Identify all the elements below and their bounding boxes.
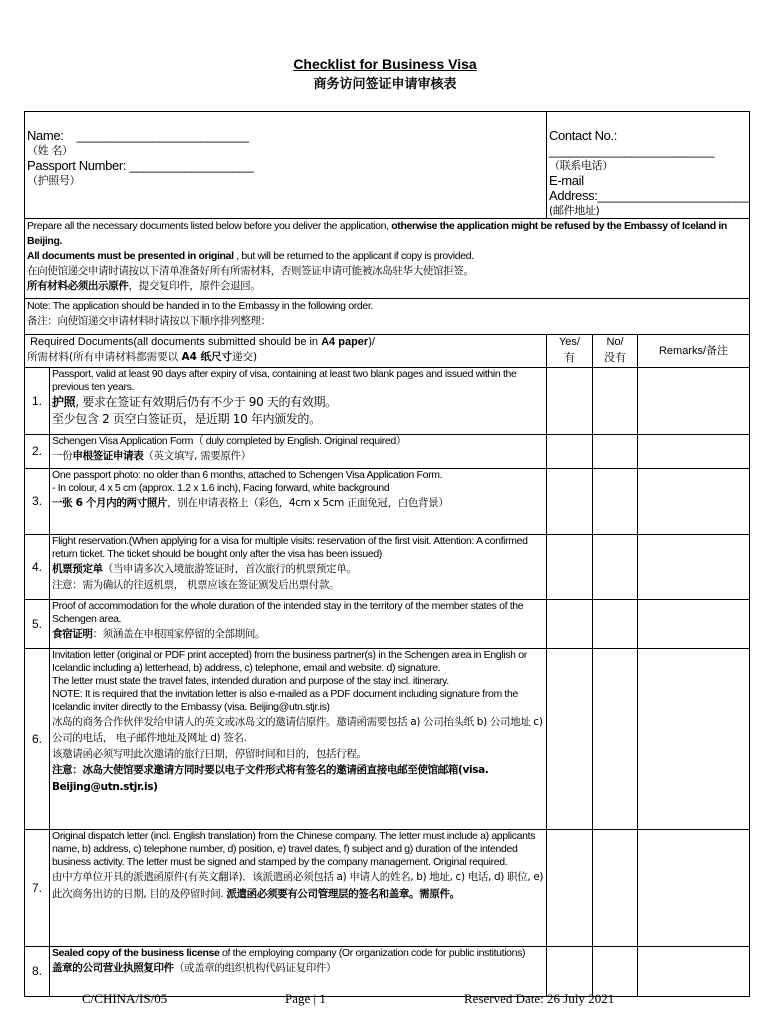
footer-doc-code: C/CHINA/IS/05: [82, 991, 168, 1006]
contact-field[interactable]: ________________________: [549, 143, 715, 158]
item-number: 8.: [25, 947, 50, 997]
note-row: [25, 299, 750, 335]
remarks-cell[interactable]: [638, 649, 750, 830]
item-number: 2.: [25, 435, 50, 469]
table-row: [25, 435, 750, 469]
no-checkbox-cell[interactable]: [593, 947, 638, 997]
item-description: Schengen Visa Application Form（ duly completed by English. Original required） 一份申根签证申请表（英文填写, 需要原件）: [50, 435, 547, 469]
remarks-cell[interactable]: [638, 435, 750, 469]
note-en: Note: The application should be handed in to the Embassy in the following order.: [27, 300, 373, 312]
intro-paragraph-1: Prepare all the necessary documents listed below before you deliver the application, otherwise the application might be refused by the Embassy of Iceland in Beijing.: [27, 220, 727, 247]
item-number: 1.: [25, 368, 50, 435]
no-checkbox-cell[interactable]: [593, 368, 638, 435]
no-checkbox-cell[interactable]: [593, 469, 638, 535]
applicant-right-cell: [547, 112, 750, 219]
item-description: Invitation letter (original or PDF print accepted) from the business partner(s) in the Schengen area in English or Icelandic including a) letterhead, b) address, c) telephone, email and website. d) signature. The letter must state the travel fates, intended duration and purpose of the stay incl. itinerary. NOTE: It is required that the invitation letter is also e-mailed as a PDF document including signature from the Icelandic inviter directly to the Embassy (visa. Beijing@utn.stjr.is) 冰岛的商务合作伙伴发给申请人的英文或冰岛文的邀请信原件。邀请函需要包括 a) 公司抬头纸 b) 公司地址 c) 公司的电话， 电子邮件地址及网址 d) 签名. 该邀请函必须写明此次邀请的旅行日期，停留时间和目的，包括行程。 注意：冰岛大使馆要求邀请方同时要以电子文件形式将有签名的邀请函直接电邮至使馆邮箱(visa. Beijing@utn.stjr.is): [50, 649, 547, 830]
footer-date: Reserved Date: 26 July 2021: [464, 991, 615, 1006]
title-en: Checklist for Business Visa: [293, 56, 477, 72]
checklist-table: [24, 111, 750, 997]
table-row: [25, 600, 750, 649]
item-number: 7.: [25, 830, 50, 947]
remarks-cell[interactable]: [638, 469, 750, 535]
table-header-row: [25, 335, 750, 368]
no-checkbox-cell[interactable]: [593, 600, 638, 649]
table-row: [25, 535, 750, 600]
intro-paragraph-3: 在向使馆递交申请时请按以下清单准备好所有所需材料，否则签证申请可能被冰岛驻华大使馆拒签。: [27, 265, 474, 277]
table-row: [25, 830, 750, 947]
yes-checkbox-cell[interactable]: [547, 649, 593, 830]
intro-cell: [25, 219, 750, 299]
note-cell: [25, 299, 750, 335]
remarks-cell[interactable]: [638, 947, 750, 997]
remarks-cell[interactable]: [638, 368, 750, 435]
name-field[interactable]: _________________________: [76, 128, 249, 143]
yes-checkbox-cell[interactable]: [547, 368, 593, 435]
item-number: 5.: [25, 600, 50, 649]
contact-label-cn: （联系电话）: [549, 159, 613, 172]
table-row: [25, 469, 750, 535]
no-checkbox-cell[interactable]: [593, 535, 638, 600]
remarks-cell[interactable]: [638, 535, 750, 600]
table-row: [25, 947, 750, 997]
intro-paragraph-2: All documents must be presented in original , but will be returned to the applicant if copy is provided.: [27, 250, 474, 262]
yes-checkbox-cell[interactable]: [547, 947, 593, 997]
note-cn: 备注：向使馆递交申请材料时请按以下顺序排列整理：: [27, 315, 271, 327]
item-number: 6.: [25, 649, 50, 830]
item-description: Original dispatch letter (incl. English translation) from the Chinese company. The letter must include a) applicants name, b) address, c) telephone number, d) position, e) travel dates, f) subject and g) duration of the intended business activity. The letter must be signed and stamped by the company management. Original required. 由中方单位开具的派遣函原件(有英文翻译)．该派遣函必须包括 a) 申请人的姓名, b) 地址, c) 电话, d) 职位, e) 此次商务出访的日期, 目的及停留时间. 派遣函必须要有公司管理层的签名和盖章。需原件。: [50, 830, 547, 947]
contact-label: Contact No.:: [549, 128, 618, 143]
title-cn: 商务访问签证申请审核表: [313, 76, 457, 91]
no-checkbox-cell[interactable]: [593, 435, 638, 469]
no-checkbox-cell[interactable]: [593, 830, 638, 947]
footer-page-number: Page | 1: [285, 991, 326, 1006]
remarks-cell[interactable]: [638, 830, 750, 947]
item-description: One passport photo: no older than 6 months, attached to Schengen Visa Application Form. - In colour, 4 x 5 cm (approx. 1.2 x 1.6 inch), Facing forward, white background 一张 6 个月内的两寸照片，别在申请表格上（彩色，4cm x 5cm 正面免冠，白色背景）: [50, 469, 547, 535]
name-label-cn: （姓 名）: [27, 144, 73, 157]
item-description: Proof of accommodation for the whole duration of the intended stay in the territory of the member states of the Schengen area. 食宿证明：须涵盖在申根国家停留的全部期间。: [50, 600, 547, 649]
table-row: [25, 368, 750, 435]
no-header: No/ 没有: [593, 335, 638, 368]
applicant-info-row: [25, 112, 750, 219]
passport-label: Passport Number:: [27, 158, 127, 173]
item-number: 3.: [25, 469, 50, 535]
item-description: Sealed copy of the business license of the employing company (Or organization code for public institutions) 盖章的公司营业执照复印件（或盖章的组织机构代码证复印件）: [50, 947, 547, 997]
yes-checkbox-cell[interactable]: [547, 535, 593, 600]
item-description: Flight reservation.(When applying for a visa for multiple visits: reservation of the first visit. Attention: A confirmed return ticket. The ticket should be bought only after the visa has been issued) 机票预定单（当申请多次入境旅游签证时，首次旅行的机票预定单。 注意：需为确认的往返机票， 机票应该在签证颁发后出票付款。: [50, 535, 547, 600]
required-documents-header: Required Documents(all documents submitted should be in A4 paper)/ 所需材料(所有申请材料都需要以 A4 纸尺寸递交): [25, 335, 547, 368]
name-label: Name:: [27, 128, 64, 143]
applicant-left-cell: [25, 112, 547, 219]
email-label: E-mail Address:: [549, 173, 598, 203]
yes-checkbox-cell[interactable]: [547, 830, 593, 947]
yes-checkbox-cell[interactable]: [547, 469, 593, 535]
yes-header: Yes/ 有: [547, 335, 593, 368]
intro-paragraph-4: 所有材料必须出示原件，提交复印件，原件会退回。: [27, 280, 261, 292]
table-row: [25, 649, 750, 830]
no-checkbox-cell[interactable]: [593, 649, 638, 830]
intro-row: [25, 219, 750, 299]
item-description: Passport, valid at least 90 days after expiry of visa, containing at least two blank pages and issued within the previous ten years. 护照, 要求在签证有效期后仍有不少于 90 天的有效期。 至少包含 2 页空白签证页，是近期 10 年内颁发的。: [50, 368, 547, 435]
remarks-cell[interactable]: [638, 600, 750, 649]
yes-checkbox-cell[interactable]: [547, 600, 593, 649]
passport-label-cn: （护照号）: [27, 174, 81, 187]
item-number: 4.: [25, 535, 50, 600]
passport-field[interactable]: __________________: [129, 158, 254, 173]
remarks-header: Remarks/备注: [638, 335, 750, 368]
email-field[interactable]: ______________________: [597, 188, 749, 203]
email-label-cn: (邮件地址): [549, 204, 600, 217]
yes-checkbox-cell[interactable]: [547, 435, 593, 469]
